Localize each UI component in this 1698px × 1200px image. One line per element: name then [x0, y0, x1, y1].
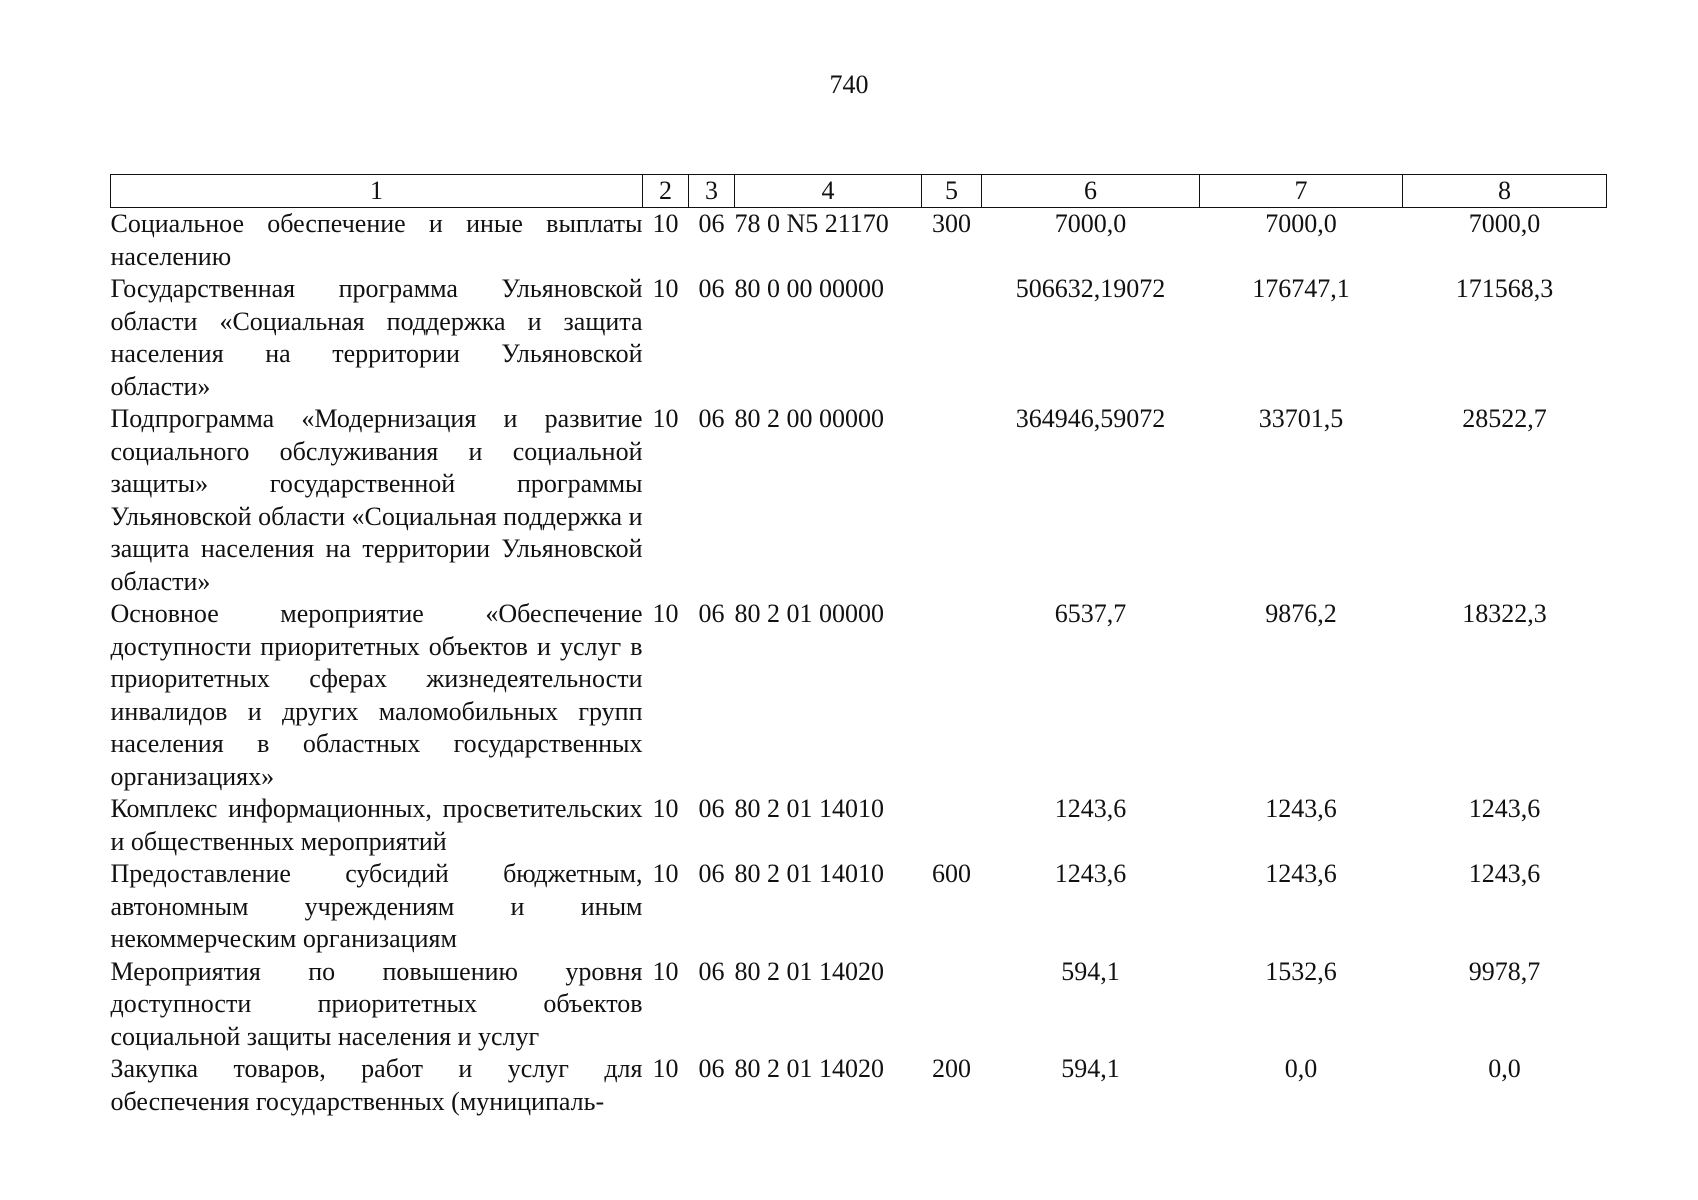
row-target-article: 80 2 01 14010	[734, 859, 884, 888]
row-amount-6: 7000,0	[1054, 209, 1127, 238]
row-name: Закупка товаров, работ и услуг для обеспечения государственных (муниципаль-	[110, 1054, 643, 1116]
row-name: Комплекс информационных, просветительских и общественных мероприятий	[110, 794, 643, 856]
row-target-article: 80 2 00 00000	[734, 404, 884, 433]
table-row	[111, 858, 1607, 956]
row-amount-6: 1243,6	[1054, 859, 1127, 888]
row-amount-8: 0,0	[1488, 1054, 1521, 1083]
table-row	[111, 956, 1607, 1054]
row-subsection: 06	[698, 274, 725, 303]
row-expense-type	[922, 273, 982, 403]
row-target-article: 80 2 01 14020	[734, 1054, 884, 1083]
row-target-article: 80 0 00 00000	[734, 274, 884, 303]
header-col-3: 3	[689, 175, 735, 208]
row-section: 10	[652, 404, 679, 433]
page-number: 740	[829, 70, 869, 99]
table-row	[111, 598, 1607, 793]
row-amount-7: 0,0	[1284, 1054, 1318, 1083]
row-expense-type: 600	[932, 859, 971, 888]
row-amount-8: 7000,0	[1468, 209, 1541, 238]
row-subsection: 06	[698, 599, 725, 628]
row-target-article: 80 2 01 14020	[734, 956, 884, 986]
row-expense-type: 300	[932, 209, 971, 238]
row-amount-6: 6537,7	[1054, 599, 1127, 628]
row-amount-8: 28522,7	[1462, 404, 1547, 433]
row-section: 10	[652, 1054, 679, 1083]
row-name: Подпрограмма «Модернизация и развитие социального обслуживания и социальной защиты» государственной программы Ульяновской области «Социальная поддержка и защита населения на территории Ульяновской области»	[110, 404, 643, 596]
row-amount-6: 594,1	[1061, 1054, 1120, 1083]
row-name: Мероприятия по повышению уровня доступности приоритетных объектов социальной защиты населения и услуг	[110, 956, 643, 1051]
row-expense-type	[922, 956, 982, 1054]
row-amount-8: 18322,3	[1462, 599, 1547, 628]
row-amount-6: 594,1	[1061, 956, 1120, 986]
row-amount-8: 1243,6	[1468, 794, 1541, 823]
row-name: Государственная программа Ульяновской области «Социальная поддержка и защита населения на территории Ульяновской области»	[110, 274, 643, 401]
header-col-7: 7	[1200, 175, 1403, 208]
row-name: Социальное обеспечение и иные выплаты населению	[110, 209, 643, 271]
row-section: 10	[652, 209, 679, 238]
row-name: Предоставление субсидий бюджетным, автономным учреждениям и иным некоммерческим организациям	[110, 859, 643, 953]
header-col-6: 6	[982, 175, 1200, 208]
row-amount-8: 9978,7	[1468, 956, 1541, 986]
row-expense-type	[922, 793, 982, 858]
row-expense-type	[922, 598, 982, 793]
table-row	[111, 793, 1607, 858]
row-amount-6: 506632,19072	[1015, 274, 1166, 303]
row-subsection: 06	[698, 209, 725, 238]
row-subsection: 06	[698, 794, 725, 823]
row-amount-7: 1243,6	[1265, 794, 1337, 823]
row-expense-type	[922, 403, 982, 598]
row-amount-6: 364946,59072	[1015, 404, 1166, 433]
header-col-5: 5	[922, 175, 982, 208]
row-target-article: 80 2 01 00000	[734, 599, 884, 628]
row-amount-7: 33701,5	[1258, 404, 1344, 433]
row-name: Основное мероприятие «Обеспечение доступности приоритетных объектов и услуг в приоритетных сферах жизнедеятельности инвалидов и других маломобильных групп населения в областных государственных организациях»	[110, 599, 643, 791]
row-amount-6: 1243,6	[1054, 794, 1127, 823]
row-amount-7: 1532,6	[1265, 956, 1337, 986]
row-section: 10	[652, 956, 679, 986]
row-section: 10	[652, 859, 679, 888]
row-subsection: 06	[698, 859, 725, 888]
header-col-2: 2	[643, 175, 689, 208]
row-target-article: 80 2 01 14010	[734, 794, 884, 823]
row-amount-7: 1243,6	[1265, 859, 1337, 888]
row-section: 10	[652, 274, 679, 303]
table-row	[111, 403, 1607, 598]
row-section: 10	[652, 599, 679, 628]
row-expense-type: 200	[932, 1054, 971, 1083]
table-row	[111, 273, 1607, 403]
row-amount-7: 176747,1	[1252, 274, 1350, 303]
budget-table	[110, 174, 1607, 1118]
row-subsection: 06	[698, 404, 725, 433]
table-row	[111, 208, 1607, 274]
row-amount-7: 7000,0	[1265, 209, 1337, 238]
row-section: 10	[652, 794, 679, 823]
header-col-1: 1	[111, 175, 643, 208]
row-amount-8: 171568,3	[1455, 274, 1554, 303]
header-col-4: 4	[735, 175, 922, 208]
table-row	[111, 1053, 1607, 1118]
row-subsection: 06	[698, 956, 725, 986]
row-subsection: 06	[698, 1054, 725, 1083]
row-amount-8: 1243,6	[1468, 859, 1541, 888]
row-amount-7: 9876,2	[1265, 599, 1337, 628]
header-row	[111, 175, 1607, 208]
row-target-article: 78 0 N5 21170	[734, 209, 889, 238]
header-col-8: 8	[1403, 175, 1607, 208]
